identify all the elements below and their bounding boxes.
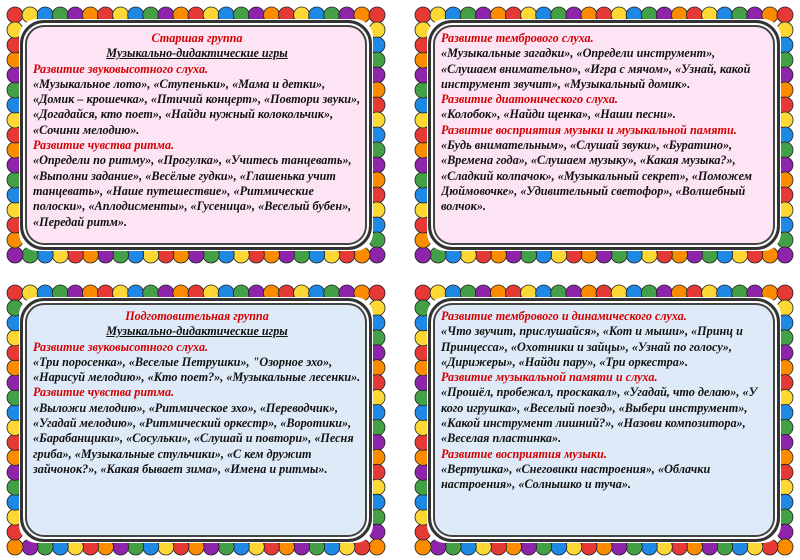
section-text: «Будь внимательным», «Слушай звуки», «Буратино», «Времена года», «Слушаем музыку», «Какая музыка?», «Сладкий колпачок», «Музыкальный секрет», «Поможем Дюймовочке», «Удивительный светофор», «Волшебный волчок». (441, 138, 753, 214)
scallop-dot (369, 247, 385, 263)
section-heading: Развитие тембрового и динамического слуха. (441, 309, 687, 323)
card-content (441, 309, 769, 533)
scallop-dot (369, 539, 385, 555)
card-panel (20, 298, 372, 542)
scallop-dot (777, 247, 793, 263)
card-panel (428, 20, 780, 250)
card-senior-continued (414, 6, 794, 264)
card-panel (20, 20, 372, 250)
card-panel (428, 298, 780, 542)
section-text: «Что звучит, прислушайся», «Кот и мыши», «Принц и Принцесса», «Охотники и зайцы», «Узнай по голосу», «Дирижеры», «Найди пару», «Три оркестра». (441, 324, 743, 369)
section-heading: Развитие восприятия музыки. (441, 446, 607, 461)
scallop-dot (7, 7, 23, 23)
scallop-dot (415, 539, 431, 555)
card-prep (6, 284, 386, 556)
card-prep-continued (414, 284, 794, 556)
card-subtitle: Музыкально-дидактические игры (106, 324, 288, 339)
scallop-dot (369, 7, 385, 23)
section-heading: Развитие диатонического слуха. (441, 92, 618, 107)
card-content (441, 31, 769, 241)
scallop-dot (7, 285, 23, 301)
card-senior (6, 6, 386, 264)
section-text: «Выложи мелодию», «Ритмическое эхо», «Переводчик», «Угадай мелодию», «Ритмический оркестр», «Воротики», «Барабанщики», «Сосульки», «Слушай и повтори», «Песня гриба», «Музыкальные стульчики», «С кем дружит зайчонок?», «Какая бывает зима», «Имена и ритмы». (33, 400, 354, 476)
scallop-dot (777, 285, 793, 301)
card-subtitle: Музыкально-дидактические игры (106, 46, 288, 61)
section-text: «Прошёл, пробежал, проскакал», «Угадай, что делаю», «У кого игрушка», «Веселый поезд», «Выбери инструмент», «Какой инструмент лишний?», «Назови композитора», «Веселая пластинка». (441, 385, 758, 446)
section-heading: Развитие звуковысотного слуха. (33, 61, 209, 76)
section-heading: Развитие музыкальной памяти и слуха. (441, 370, 658, 385)
section-heading: Развитие чувства ритма. (33, 138, 175, 153)
card-title: Старшая группа (151, 31, 243, 45)
scallop-dot (415, 7, 431, 23)
section-text: «Колобок», «Найди щенка», «Наши песни». (441, 107, 676, 122)
section-heading: Развитие тембрового слуха. (441, 31, 594, 45)
section-text: «Музыкальные загадки», «Определи инструмент», «Слушаем внимательно», «Игра с мячом», «Узнай, какой инструмент звучит», «Музыкальный домик». (441, 46, 751, 91)
card-content (33, 309, 361, 533)
scallop-dot (7, 247, 23, 263)
section-heading: Развитие восприятия музыки и музыкальной памяти. (441, 122, 737, 137)
scallop-dot (7, 539, 23, 555)
section-text: «Три поросенка», «Веселые Петрушки», "Озорное эхо», «Нарисуй мелодию», «Кто поет?», «Музыкальные лесенки». (33, 354, 361, 385)
section-text: «Музыкальное лото», «Ступеньки», «Мама и детки», «Домик – крошечка», «Птичий концерт», «Повтори звуки», «Догадайся, кто поет», «Найди нужный колокольчик», «Сочини мелодию». (33, 76, 361, 137)
scallop-dot (369, 285, 385, 301)
scallop-dot (415, 285, 431, 301)
card-title: Подготовительная группа (125, 309, 269, 323)
scallop-dot (777, 539, 793, 555)
section-heading: Развитие чувства ритма. (33, 385, 175, 400)
section-text: «Вертушка», «Снеговики настроения», «Облачки настроения», «Солнышко и туча». (441, 461, 711, 492)
card-content (33, 31, 361, 241)
section-heading: Развитие звуковысотного слуха. (33, 339, 209, 354)
section-text: «Определи по ритму», «Прогулка», «Учитесь танцевать», «Выполни задание», «Весёлые гудки», «Глашенька учит танцевать», «Наше путешествие», «Ритмические полоски», «Аплодисменты», «Гусеница», «Веселый бубен», «Передай ритм». (33, 153, 352, 229)
scallop-dot (777, 7, 793, 23)
scallop-dot (415, 247, 431, 263)
